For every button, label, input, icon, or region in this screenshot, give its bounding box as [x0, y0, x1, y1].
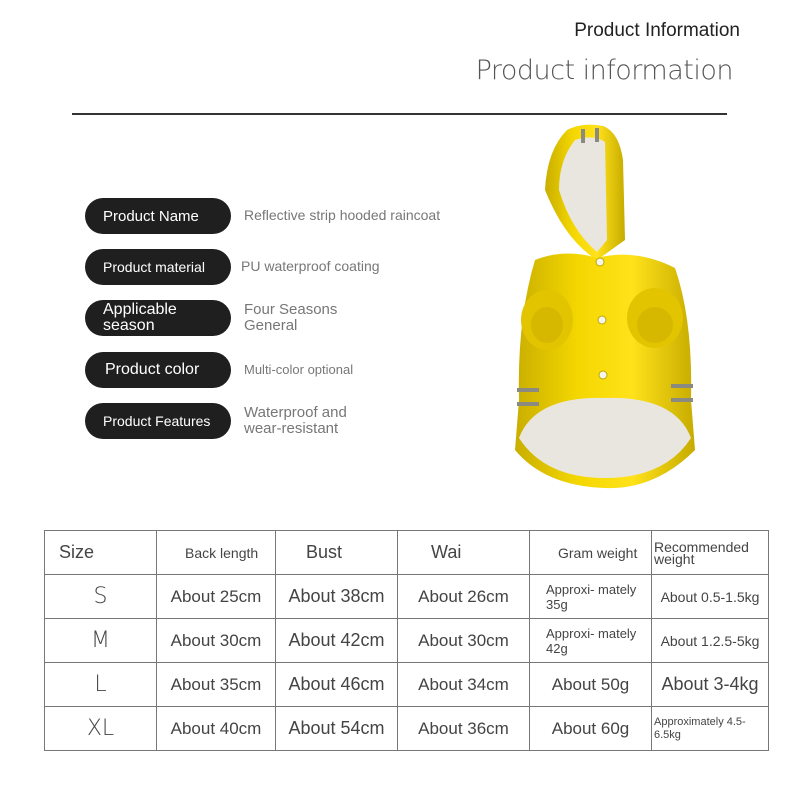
table-cell: About 50g — [530, 663, 652, 707]
table-cell: About 46cm — [276, 663, 398, 707]
coat-button — [598, 316, 606, 324]
page-title: Product Information — [574, 20, 740, 41]
table-header-row — [45, 531, 769, 575]
table-cell: Approxi- mately 35g — [530, 575, 652, 619]
left-sleeve-opening — [531, 307, 563, 343]
label-pill: Product material — [85, 249, 231, 285]
hood-lining — [559, 137, 607, 252]
info-row-features — [85, 403, 364, 439]
header-cell: Gram weight — [530, 531, 652, 575]
table-cell: About 30cm — [398, 619, 530, 663]
info-value: PU waterproof coating — [241, 258, 380, 275]
page-subtitle: Product information — [475, 55, 733, 86]
table-row — [45, 619, 769, 663]
info-value: Four Seasons General — [244, 300, 338, 334]
table-cell: About 60g — [530, 707, 652, 751]
info-value: Waterproof and wear-resistant — [244, 403, 347, 437]
reflective-strip — [671, 384, 693, 388]
label-pill: Applicable season — [85, 300, 231, 336]
label-pill: Product Features — [85, 403, 231, 439]
info-row-name — [85, 198, 440, 234]
label-pill: Product color — [85, 352, 231, 388]
table-row — [45, 707, 769, 751]
size-cell: XL — [45, 707, 157, 751]
size-cell: M — [45, 619, 157, 663]
table-cell: About 3-4kg — [652, 663, 769, 707]
info-value: Multi-color optional — [244, 361, 354, 377]
label-pill: Product Name — [85, 198, 231, 234]
hood-stripe — [595, 128, 599, 142]
table-cell: About 30cm — [157, 619, 276, 663]
table-cell: About 26cm — [398, 575, 530, 619]
table-cell: About 42cm — [276, 619, 398, 663]
info-value: Reflective strip hooded raincoat — [244, 207, 441, 224]
table-cell: Approximately 4.5-6.5kg — [652, 707, 769, 751]
table-cell: About 54cm — [276, 707, 398, 751]
reflective-strip — [517, 388, 539, 392]
info-row-color — [85, 352, 353, 388]
header-cell: Back length — [157, 531, 276, 575]
table-cell: Approxi- mately 42g — [530, 619, 652, 663]
header-cell: Wai — [398, 531, 530, 575]
table-cell: About 0.5-1.5kg — [652, 575, 769, 619]
header-cell: Recommended weight — [652, 531, 769, 575]
table-row — [45, 575, 769, 619]
header-cell: Size — [45, 531, 157, 575]
table-cell: About 35cm — [157, 663, 276, 707]
hood-stripe — [581, 129, 585, 143]
reflective-strip — [517, 402, 539, 406]
reflective-strip — [671, 398, 693, 402]
right-sleeve-opening — [637, 307, 673, 343]
table-cell: About 40cm — [157, 707, 276, 751]
size-table — [44, 530, 769, 751]
table-cell: About 36cm — [398, 707, 530, 751]
info-row-season — [85, 300, 354, 336]
raincoat-product-image — [505, 120, 705, 500]
table-cell: About 25cm — [157, 575, 276, 619]
header-divider — [72, 113, 727, 115]
size-cell: S — [45, 575, 157, 619]
table-cell: About 34cm — [398, 663, 530, 707]
table-cell: About 38cm — [276, 575, 398, 619]
size-cell: L — [45, 663, 157, 707]
coat-button — [596, 258, 604, 266]
coat-button — [599, 371, 607, 379]
table-cell: About 1.2.5-5kg — [652, 619, 769, 663]
table-row — [45, 663, 769, 707]
header-cell: Bust — [276, 531, 398, 575]
info-row-material — [85, 249, 380, 285]
